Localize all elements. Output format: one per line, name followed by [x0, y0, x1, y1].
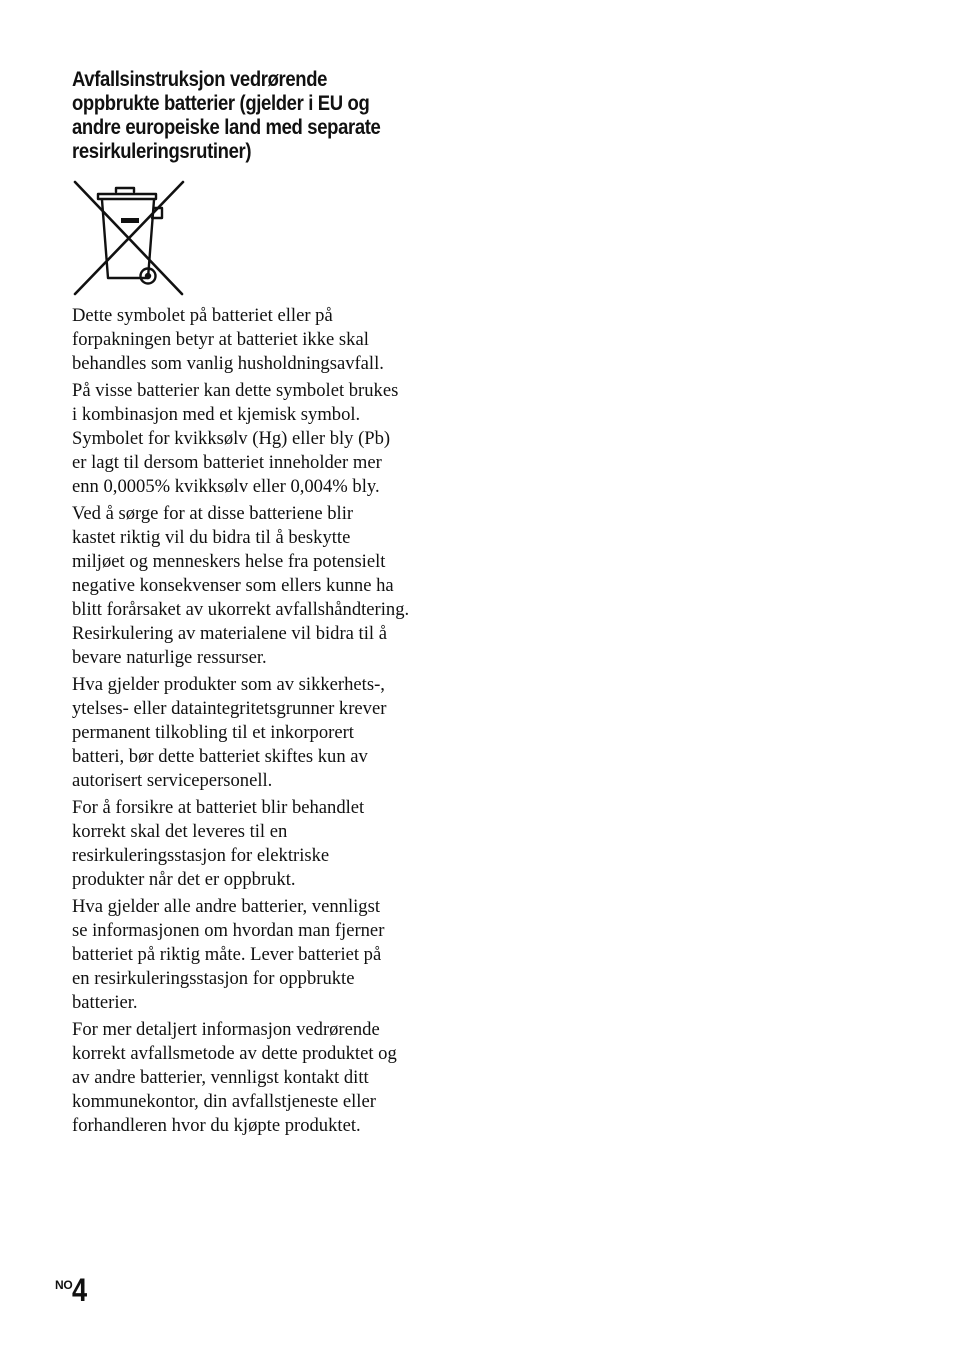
paragraph-line: batteri, bør dette batteriet skiftes kun av [72, 746, 368, 767]
paragraph-line: Dette symbolet på batteriet eller på [72, 305, 333, 326]
language-code: NO [55, 1278, 73, 1292]
heading-line: andre europeiske land med separate [72, 116, 381, 139]
paragraph-line: enn 0,0005% kvikksølv eller 0,004% bly. [72, 476, 380, 497]
paragraph [72, 673, 444, 793]
paragraph-line: i kombinasjon med et kjemisk symbol. [72, 404, 361, 425]
paragraph [72, 304, 444, 376]
paragraph-line: korrekt skal det leveres til en [72, 821, 288, 842]
paragraph-line: forpakningen betyr at batteriet ikke skal [72, 329, 369, 350]
paragraph-line: korrekt avfallsmetode av dette produktet og [72, 1043, 397, 1064]
paragraph-line: For mer detaljert informasjon vedrørende [72, 1019, 380, 1040]
paragraph-line: For å forsikre at batteriet blir behandlet [72, 797, 365, 818]
paragraph-line: Hva gjelder produkter som av sikkerhets-, [72, 674, 385, 695]
paragraph-line: forhandleren hvor du kjøpte produktet. [72, 1115, 361, 1136]
paragraph-line: miljøet og menneskers helse fra potensielt [72, 551, 386, 572]
heading-line: oppbrukte batterier (gjelder i EU og [72, 92, 370, 115]
paragraph [72, 1018, 444, 1138]
paragraph-line: batteriet på riktig måte. Lever batteriet på [72, 944, 382, 965]
paragraph [72, 796, 444, 892]
crossed-out-wheeled-bin-icon [72, 180, 186, 298]
paragraph-line: er lagt til dersom batteriet inneholder mer [72, 452, 382, 473]
paragraph-line: en resirkuleringsstasjon for oppbrukte [72, 968, 355, 989]
paragraph-line: batterier. [72, 992, 138, 1013]
paragraph-line: kastet riktig vil du bidra til å beskytte [72, 527, 351, 548]
paragraph-line: Ved å sørge for at disse batteriene blir [72, 503, 354, 524]
paragraph-line: På visse batterier kan dette symbolet brukes [72, 380, 399, 401]
paragraph-line: produkter når det er oppbrukt. [72, 869, 296, 890]
paragraph-line: resirkuleringsstasjon for elektriske [72, 845, 330, 866]
page-number-value: 4 [72, 1272, 88, 1308]
page-number [55, 1272, 90, 1309]
paragraph [72, 895, 444, 1015]
section-heading [72, 68, 424, 164]
paragraph-line: Hva gjelder alle andre batterier, vennligst [72, 896, 380, 917]
paragraph-line: kommunekontor, din avfallstjeneste eller [72, 1091, 376, 1112]
paragraph-line: blitt forårsaket av ukorrekt avfallshåndtering. [72, 599, 410, 620]
heading-line: Avfallsinstruksjon vedrørende [72, 68, 328, 91]
paragraph-line: autorisert servicepersonell. [72, 770, 273, 791]
paragraph-line: negative konsekvenser som ellers kunne ha [72, 575, 394, 596]
paragraph [72, 502, 444, 670]
paragraph-line: bevare naturlige ressurser. [72, 647, 267, 668]
paragraph-line: av andre batterier, vennligst kontakt ditt [72, 1067, 369, 1088]
paragraph-line: se informasjonen om hvordan man fjerner [72, 920, 385, 941]
paragraph-line: Resirkulering av materialene vil bidra til å [72, 623, 387, 644]
body-text [72, 304, 444, 1141]
paragraph-line: ytelses- eller dataintegritetsgrunner krever [72, 698, 387, 719]
paragraph-line: permanent tilkobling til et inkorporert [72, 722, 354, 743]
paragraph [72, 379, 444, 499]
paragraph-line: Symbolet for kvikksølv (Hg) eller bly (Pb) [72, 428, 391, 449]
heading-line: resirkuleringsrutiner) [72, 140, 252, 163]
paragraph-line: behandles som vanlig husholdningsavfall. [72, 353, 384, 374]
